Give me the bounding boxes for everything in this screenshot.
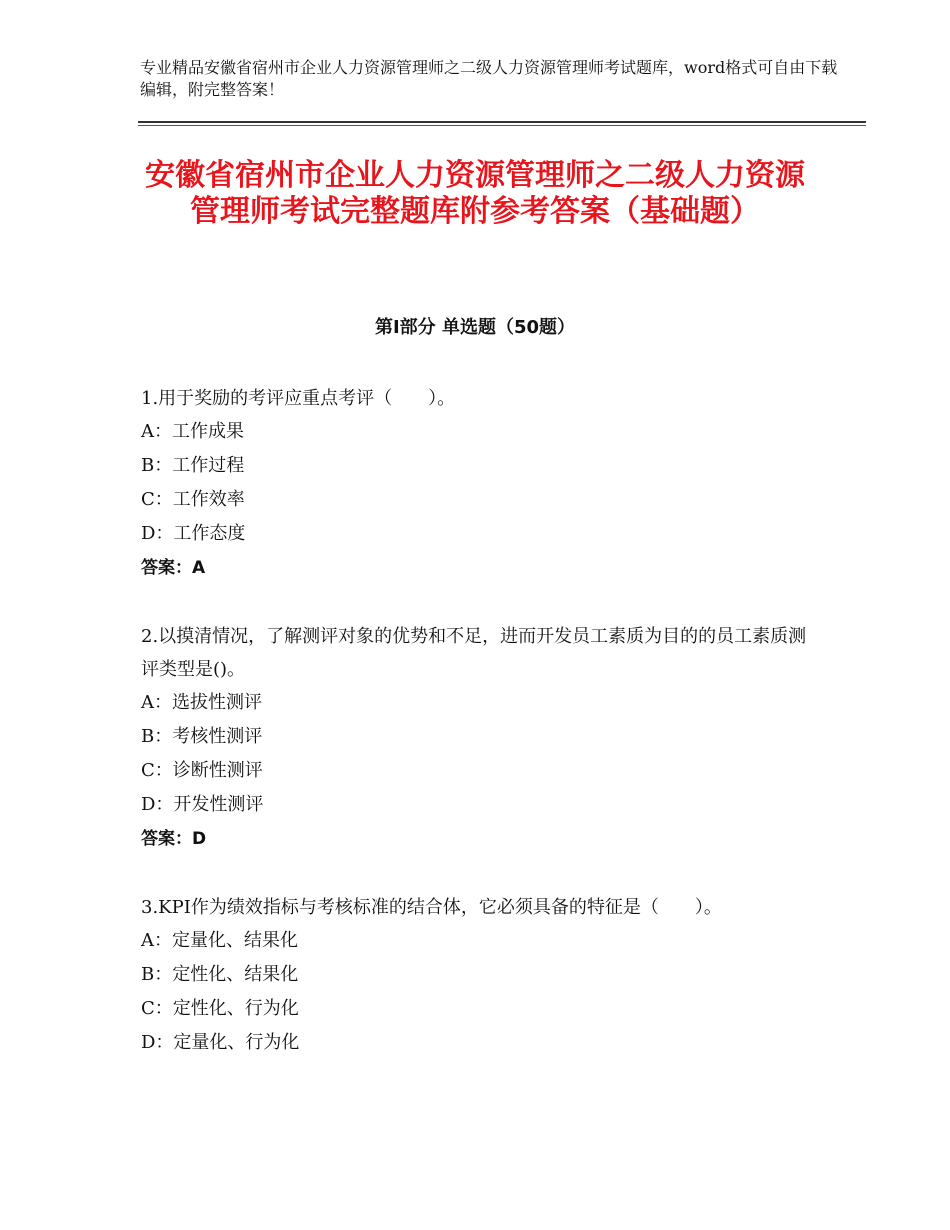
question-3	[141, 890, 821, 1060]
option-c: C：诊断性测评	[141, 760, 263, 781]
question-list	[141, 381, 821, 1060]
header-divider	[138, 121, 866, 127]
option-b: B：考核性测评	[141, 726, 263, 747]
header-divider-thin	[138, 125, 866, 126]
option-c: C：定性化、行为化	[141, 998, 299, 1019]
question-spacer	[141, 856, 821, 890]
option-a: A：选拔性测评	[141, 692, 262, 713]
option-a: A：定量化、结果化	[141, 930, 298, 951]
question-2	[141, 619, 821, 856]
option-d: D：工作态度	[141, 523, 246, 544]
header-note: 专业精品安徽省宿州市企业人力资源管理师之二级人力资源管理师考试题库，word格式可自由下载编辑，附完整答案！	[140, 58, 838, 99]
question-spacer	[141, 585, 821, 619]
option-b: B：工作过程	[141, 455, 245, 476]
header-divider-thick	[138, 121, 866, 123]
option-c: C：工作效率	[141, 489, 245, 510]
option-d: D：开发性测评	[141, 794, 264, 815]
question-1	[141, 381, 821, 585]
answer-line: 答案：D	[141, 829, 207, 849]
option-d: D：定量化、行为化	[141, 1032, 300, 1053]
question-stem: 1.用于奖励的考评应重点考评（ ）。	[141, 388, 456, 409]
question-stem: 3.KPI作为绩效指标与考核标准的结合体，它必须具备的特征是（ ）。	[141, 897, 722, 918]
section-title: 第Ⅰ部分 单选题（50题）	[374, 317, 575, 338]
option-b: B：定性化、结果化	[141, 964, 299, 985]
answer-line: 答案：A	[141, 558, 206, 578]
document-title: 安徽省宿州市企业人力资源管理师之二级人力资源管理师考试完整题库附参考答案（基础题）	[145, 158, 805, 229]
question-stem: 2.以摸清情况，了解测评对象的优势和不足，进而开发员工素质为目的的员工素质测评类型是()。	[141, 626, 807, 680]
option-a: A：工作成果	[141, 421, 244, 442]
